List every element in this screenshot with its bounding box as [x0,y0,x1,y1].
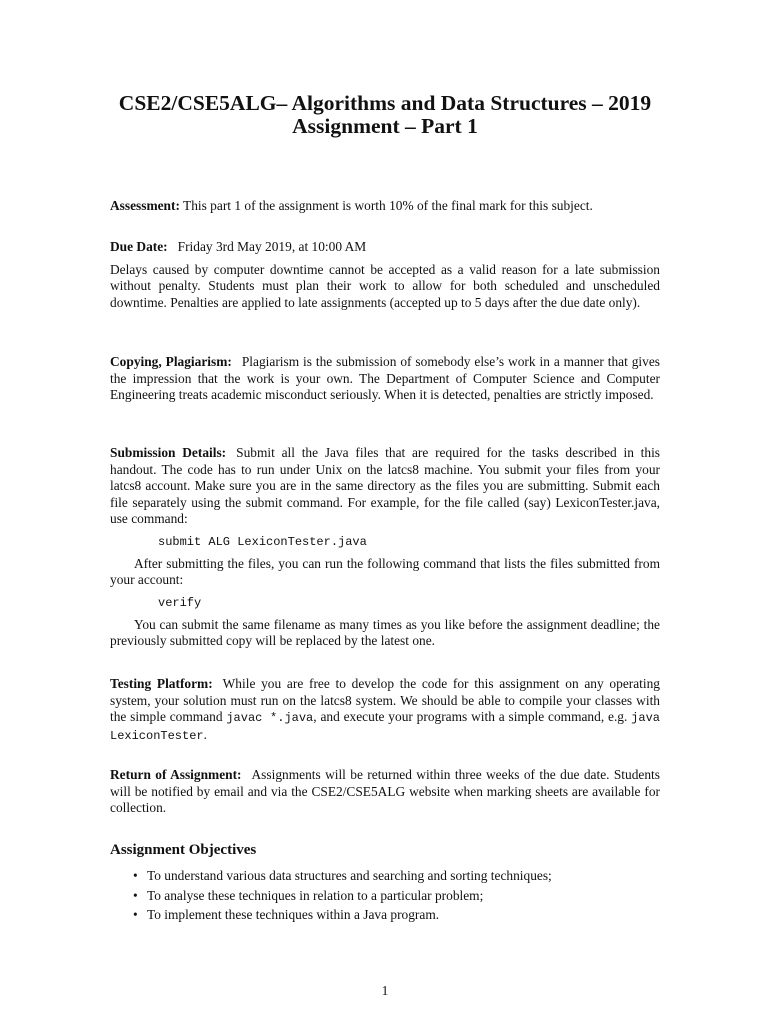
objective-item: • To analyse these techniques in relation to a particular problem; [110,886,660,906]
page-number: 1 [381,983,389,998]
verify-command-code: verify [158,595,202,610]
plagiarism-text: Plagiarism is the submission of somebody else’s work in a manner that gives the impression that the work is your own. The Department of Computer Science and Computer Engineering treats academic misconduct seriously. When it is detected, penalties are strictly imposed. [110,354,661,402]
plagiarism-section [110,354,660,404]
javac-command-code: javac *.java [226,711,314,725]
objective-item: • To implement these techniques within a Java program. [110,905,660,925]
submission-label: Submission Details: [110,445,227,460]
submission-para-3: You can submit the same filename as many times as you like before the assignment deadline; the previously submitted copy will be replaced by the latest one. [110,616,660,648]
testing-text-b: , and execute your programs with a simple command, e.g. [313,709,628,724]
due-date-section [110,239,660,311]
assessment-text: This part 1 of the assignment is worth 10% of the final mark for this subject. [183,198,593,213]
bullet-icon: • [133,868,138,883]
due-date-text: Delays caused by computer downtime cannot be accepted as a valid reason for a late submission without penalty. Students must plan their work to allow for both scheduled and unscheduled downtime. Penalties are applied to late assignments (accepted up to 5 days after the due date only). [110,261,660,310]
due-date-value: Friday 3rd May 2019, at 10:00 AM [177,239,367,254]
testing-text-a: While you are free to develop the code for this assignment on any operating system, your solution must run on the latcs8 system. We should be able to compile your classes with the simple command [110,676,660,724]
plagiarism-label: Copying, Plagiarism: [110,354,232,369]
testing-label: Testing Platform: [110,676,213,691]
bullet-icon: • [133,887,138,903]
return-section [110,767,660,817]
return-label: Return of Assignment: [110,767,242,782]
submission-text: Submit all the Java files that are required for the tasks described in this handout. The code has to run under Unix on the latcs8 machine. You submit your files from your latcs8 account. Make sure you are in the same directory as the files you are submitting. Submit each file separately using the submit command. For example, for the file called (say) LexiconTester.java, use command: [110,445,660,526]
testing-section [110,676,660,744]
java-run-command-code: java LexiconTester [110,711,660,743]
submission-section [110,445,660,650]
document-title [110,92,660,138]
return-text: Assignments will be returned within three weeks of the due date. Students will be notified by email and via the CSE2/CSE5ALG website when marking sheets are available for collection. [110,767,660,815]
objective-item: • To understand various data structures and searching and sorting techniques; [110,866,660,886]
assessment-label: Assessment: [110,198,180,213]
submission-para-2: After submitting the files, you can run the following command that lists the files submitted from your account: [110,555,660,587]
assessment-section [110,198,660,215]
due-date-label: Due Date: [110,239,168,254]
submit-command-code: submit ALG LexiconTester.java [158,534,367,549]
bullet-icon: • [133,907,138,922]
title-line-2: Assignment – Part 1 [292,114,478,138]
testing-text-c: . [203,726,207,742]
objectives-heading: Assignment Objectives [110,842,257,858]
title-line-1: CSE2/CSE5ALG– Algorithms and Data Structures – 2019 [118,91,652,115]
objectives-list [110,866,660,925]
